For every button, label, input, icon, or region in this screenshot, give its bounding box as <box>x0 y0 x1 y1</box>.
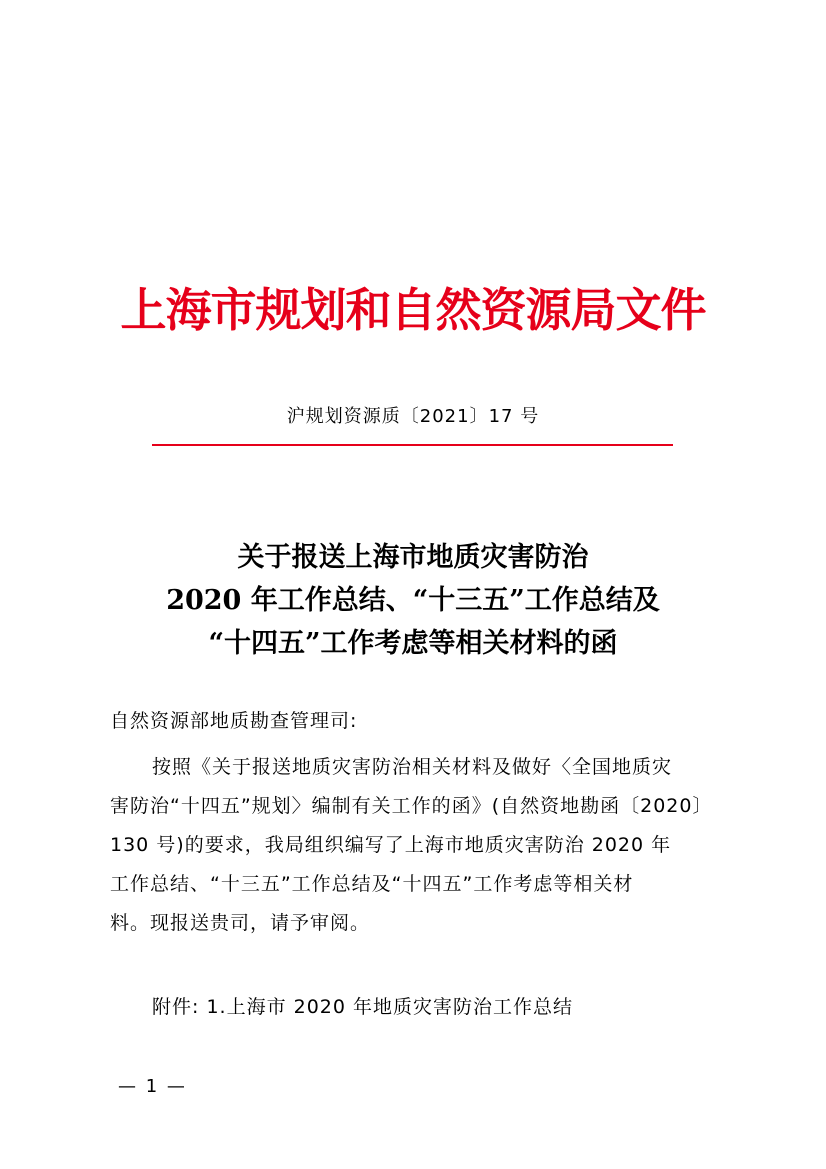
attachment-line: 附件: 1.上海市 2020 年地质灾害防治工作总结 <box>152 996 574 1018</box>
paragraph-line: 害防治“十四五”规划〉编制有关工作的函》(自然资地勘函〔2020〕 <box>110 795 713 817</box>
issuer-header: 上海市规划和自然资源局文件 <box>120 283 706 337</box>
title-line: 关于报送上海市地质灾害防治 <box>237 542 589 573</box>
title-line: 2020 年工作总结、“十三五”工作总结及 <box>166 585 660 616</box>
paragraph-line: 按照《关于报送地质灾害防治相关材料及做好〈全国地质灾 <box>152 756 673 778</box>
body-paragraph <box>110 752 722 947</box>
page-number: — 1 — <box>118 1076 187 1097</box>
paragraph-line: 工作总结、“十三五”工作总结及“十四五”工作考虑等相关材 <box>110 873 634 895</box>
paragraph-line: 料。现报送贵司，请予审阅。 <box>110 912 371 934</box>
document-title <box>0 536 826 665</box>
title-line: “十四五”工作考虑等相关材料的函 <box>208 628 618 659</box>
document-number: 沪规划资源质〔2021〕17 号 <box>286 406 540 427</box>
paragraph-line: 130 号)的要求，我局组织编写了上海市地质灾害防治 2020 年 <box>110 834 672 856</box>
salutation: 自然资源部地质勘查管理司: <box>110 710 358 732</box>
red-divider-line <box>152 444 673 446</box>
